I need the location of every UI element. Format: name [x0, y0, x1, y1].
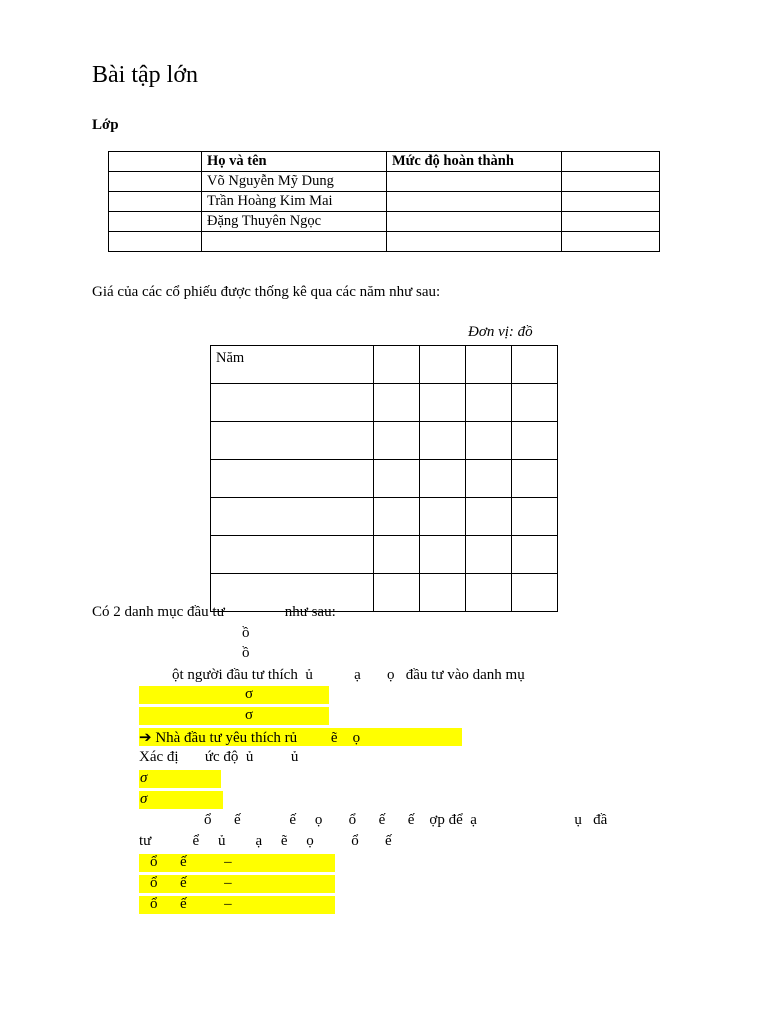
highlighted-line [139, 686, 329, 704]
table-cell [374, 574, 420, 612]
table-cell [387, 212, 562, 232]
answer-text: ổ ế – [150, 896, 232, 912]
table-cell [420, 422, 466, 460]
answer-text: ổ ế – [150, 854, 232, 870]
text-fragment: ồ [242, 625, 250, 641]
question-line: tư ể ủ ạ ẽ ọ ổ ế [139, 833, 392, 849]
table-cell [512, 460, 558, 498]
member-name: Đặng Thuyên Ngọc [202, 212, 387, 232]
table-cell [420, 536, 466, 574]
table-cell [374, 422, 420, 460]
table-cell [387, 172, 562, 192]
table-cell [562, 152, 660, 172]
table-cell [374, 498, 420, 536]
table-row [211, 422, 558, 460]
table-cell [202, 232, 387, 252]
table-cell [466, 346, 512, 384]
answer-text: ổ ế – [150, 875, 232, 891]
table-cell [109, 232, 202, 252]
table-row [109, 172, 660, 192]
table-cell [109, 172, 202, 192]
table-cell [420, 384, 466, 422]
table-row [211, 536, 558, 574]
table-row [211, 384, 558, 422]
sigma-text: σ [140, 770, 148, 786]
table-cell [211, 460, 374, 498]
table-row [211, 460, 558, 498]
table-cell [211, 536, 374, 574]
table-cell [466, 498, 512, 536]
table-cell [466, 536, 512, 574]
table-cell [109, 212, 202, 232]
question-line: Xác đị ức độ ủ ủ [139, 749, 299, 765]
table-cell [387, 232, 562, 252]
table-cell [466, 384, 512, 422]
table-cell [562, 172, 660, 192]
table-cell [211, 422, 374, 460]
class-label: Lớp [92, 117, 119, 133]
table-cell [562, 192, 660, 212]
table-cell [512, 422, 558, 460]
name-header: Họ và tên [202, 152, 387, 172]
question-line: ổ ế ế ọ ổ ế ế ợp để ạ ụ đầ [204, 812, 608, 828]
table-cell [512, 536, 558, 574]
sigma-text: σ [245, 686, 254, 702]
table-row [109, 212, 660, 232]
year-header: Năm [211, 346, 374, 384]
question-line: ột người đầu tư thích ủ ạ ọ đầu tư vào danh mụ [172, 667, 525, 683]
highlighted-line [139, 770, 221, 788]
table-row [211, 498, 558, 536]
table-cell [512, 384, 558, 422]
table-row [211, 346, 558, 384]
table-cell [420, 498, 466, 536]
table-cell [374, 346, 420, 384]
highlighted-line [139, 791, 223, 809]
table-cell [420, 460, 466, 498]
document-title: Bài tập lớn [92, 62, 199, 88]
highlighted-line [139, 728, 462, 746]
table-cell [420, 346, 466, 384]
table-cell [211, 384, 374, 422]
table-cell [374, 384, 420, 422]
table-cell [374, 460, 420, 498]
table-cell [512, 498, 558, 536]
table-cell [466, 460, 512, 498]
table-cell [512, 346, 558, 384]
portfolio-intro: Có 2 danh mục đầu tư như sau: [92, 604, 336, 620]
highlighted-line [139, 854, 335, 872]
table-cell [374, 536, 420, 574]
completion-header: Mức độ hoàn thành [387, 152, 562, 172]
table-cell [512, 574, 558, 612]
stock-price-table [210, 345, 558, 612]
table-cell [466, 422, 512, 460]
table-cell [420, 574, 466, 612]
sigma-text: σ [140, 791, 148, 807]
table-cell [562, 232, 660, 252]
table-cell [109, 152, 202, 172]
table-cell [466, 574, 512, 612]
highlighted-line [139, 875, 335, 893]
table-row [109, 232, 660, 252]
table-cell [211, 498, 374, 536]
member-name: Trần Hoàng Kim Mai [202, 192, 387, 212]
table-cell [562, 212, 660, 232]
table-row [109, 192, 660, 212]
text-fragment: ồ [242, 645, 250, 661]
intro-text: Giá của các cổ phiếu được thống kê qua các năm như sau: [92, 284, 441, 300]
unit-label: Đơn vị: đồ [468, 324, 533, 340]
table-cell [109, 192, 202, 212]
sigma-text: σ [245, 707, 254, 723]
member-name: Võ Nguyễn Mỹ Dung [202, 172, 387, 192]
conclusion-text: ➔ Nhà đầu tư yêu thích rủ ẽ ọ [139, 730, 361, 746]
table-row [109, 152, 660, 172]
members-table [108, 151, 660, 252]
table-cell [387, 192, 562, 212]
highlighted-line [139, 707, 329, 725]
highlighted-line [139, 896, 335, 914]
